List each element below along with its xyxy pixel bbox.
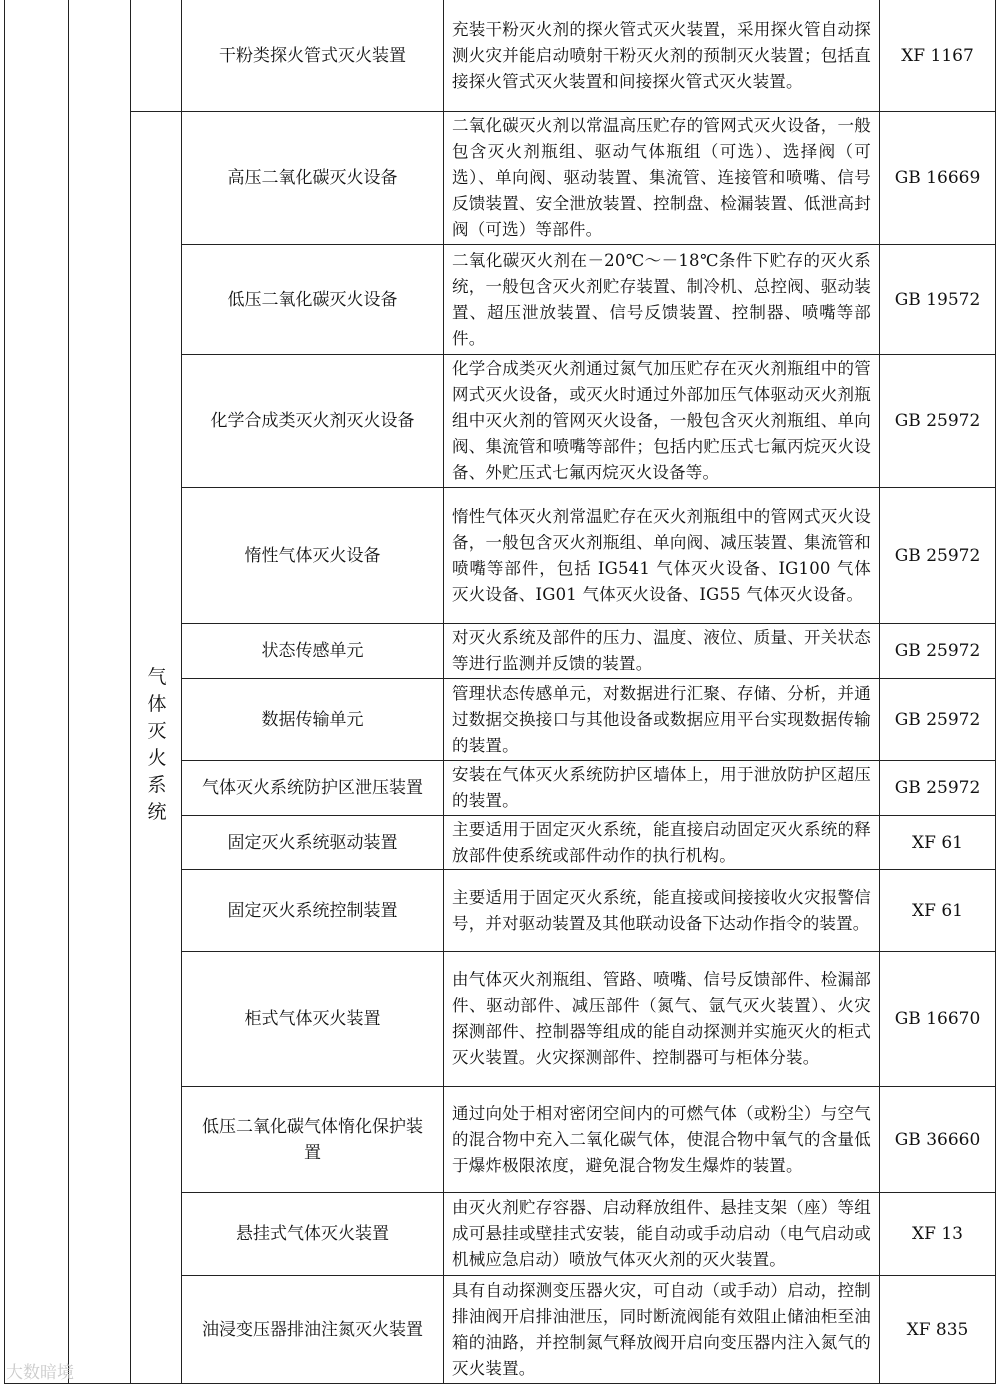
standard-code: XF 61	[912, 832, 963, 853]
device-description: 主要适用于固定灭火系统，能直接启动固定灭火系统的释放部件使系统或部件动作的执行机构。	[452, 819, 871, 865]
category-char: 体	[147, 693, 167, 715]
device-name: 数据传输单元	[261, 709, 364, 730]
watermark: 大数暗境	[6, 1363, 74, 1383]
device-name: 低压二氧化碳气体惰化保护装置	[202, 1116, 423, 1163]
device-name: 低压二氧化碳灭火设备	[227, 289, 398, 310]
category-char: 气	[147, 666, 167, 688]
table-border-left	[4, 0, 5, 1384]
standard-code: GB 25972	[894, 545, 981, 566]
standard-code: GB 36660	[894, 1129, 981, 1150]
category-label	[132, 664, 182, 844]
table-border-right	[995, 0, 996, 1384]
device-description: 对灭火系统及部件的压力、温度、液位、质量、开关状态等进行监测并反馈的装置。	[452, 628, 871, 673]
device-description: 通过向处于相对密闭空间内的可燃气体（或粉尘）与空气的混合物中充入二氧化碳气体，使混合物中氧气的含量低于爆炸极限浓度，避免混合物发生爆炸的装置。	[452, 1103, 871, 1175]
standard-code: GB 16670	[894, 1009, 981, 1029]
device-name: 干粉类探火管式灭火装置	[219, 45, 406, 66]
device-name: 惰性气体灭火设备	[244, 545, 381, 566]
column-divider	[130, 0, 131, 1384]
device-description: 主要适用于固定灭火系统，能直接或间接接收火灾报警信号，并对驱动装置及其他联动设备下达动作指令的装置。	[452, 887, 871, 933]
category-char: 火	[147, 747, 167, 769]
category-char: 统	[147, 801, 167, 823]
device-description: 二氧化碳灭火剂以常温高压贮存的管网式灭火设备，一般包含灭火剂瓶组、驱动气体瓶组（可选）、选择阀（可选）、单向阀、驱动装置、集流管、连接管和喷嘴、信号反馈装置、安全泄放装置、控制盘、检漏装置、低泄高封阀（可选）等部件。	[452, 116, 871, 239]
device-description: 由灭火剂贮存容器、启动释放组件、悬挂支架（座）等组成可悬挂或壁挂式安装，能自动或手动启动（电气启动或机械应急启动）喷放气体灭火剂的灭火装置。	[452, 1198, 871, 1269]
device-description: 具有自动探测变压器火灾，可自动（或手动）启动，控制排油阀开启排油泄压，同时断流阀能有效阻止储油柜至油箱的油路，并控制氮气释放阀开启向变压器内注入氮气的灭火装置。	[452, 1280, 871, 1378]
device-description: 二氧化碳灭火剂在－20℃～－18℃条件下贮存的灭火系统，一般包含灭火剂贮存装置、制冷机、总控阀、驱动装置、超压泄放装置、信号反馈装置、控制器、喷嘴等部件。	[452, 250, 871, 348]
device-description: 由气体灭火剂瓶组、管路、喷嘴、信号反馈部件、检漏部件、驱动部件、减压部件（氮气、氩气灭火装置）、火灾探测部件、控制器等组成的能自动探测并实施灭火的柜式灭火装置。火灾探测部件、控制器可与柜体分装。	[452, 970, 871, 1067]
table-border-bottom	[4, 1383, 996, 1384]
standard-code: XF 61	[912, 900, 963, 921]
category-char: 灭	[147, 720, 167, 742]
standard-code: XF 835	[906, 1319, 969, 1340]
standard-code: XF 13	[912, 1224, 963, 1244]
device-name: 油浸变压器排油注氮灭火装置	[202, 1319, 423, 1340]
device-name: 柜式气体灭火装置	[244, 1009, 381, 1029]
column-divider	[68, 0, 69, 1384]
device-description: 充装干粉灭火剂的探火管式灭火装置，采用探火管自动探测火灾并能启动喷射干粉灭火剂的预制灭火装置；包括直接探火管式灭火装置和间接探火管式灭火装置。	[452, 19, 871, 91]
standard-code: GB 25972	[894, 709, 981, 730]
device-description: 管理状态传感单元，对数据进行汇聚、存储、分析，并通过数据交换接口与其他设备或数据应用平台实现数据传输的装置。	[452, 683, 871, 755]
device-name: 悬挂式气体灭火装置	[236, 1224, 389, 1244]
standard-code: GB 16669	[894, 168, 981, 188]
standard-code: GB 25972	[894, 411, 981, 431]
device-name: 化学合成类灭火剂灭火设备	[210, 411, 415, 431]
category-char: 系	[147, 774, 167, 796]
device-description: 惰性气体灭火剂常温贮存在灭火剂瓶组中的管网式灭火设备，一般包含灭火剂瓶组、单向阀、减压装置、集流管和喷嘴等部件，包括 IG541 气体灭火设备、IG100 气体灭火设备、IG01 气体灭火设备、IG55 气体灭火设备。	[452, 506, 871, 604]
standard-code: XF 1167	[901, 45, 974, 66]
device-name: 状态传感单元	[261, 641, 364, 661]
device-name: 气体灭火系统防护区泄压装置	[202, 778, 423, 798]
device-name: 固定灭火系统驱动装置	[227, 832, 398, 853]
standard-code: GB 25972	[894, 778, 981, 798]
device-name: 高压二氧化碳灭火设备	[227, 168, 398, 188]
standard-code: GB 25972	[894, 641, 981, 661]
device-description: 化学合成类灭火剂通过氮气加压贮存在灭火剂瓶组中的管网式灭火设备，或灭火时通过外部加压气体驱动灭火剂瓶组中灭火剂的管网灭火设备，一般包含灭火剂瓶组、单向阀、集流管和喷嘴等部件；包括内贮压式七氟丙烷灭火设备、外贮压式七氟丙烷灭火设备等。	[452, 359, 871, 482]
device-description: 安装在气体灭火系统防护区墙体上，用于泄放防护区超压的装置。	[452, 765, 871, 810]
standard-code: GB 19572	[894, 289, 981, 310]
device-name: 固定灭火系统控制装置	[227, 900, 398, 921]
